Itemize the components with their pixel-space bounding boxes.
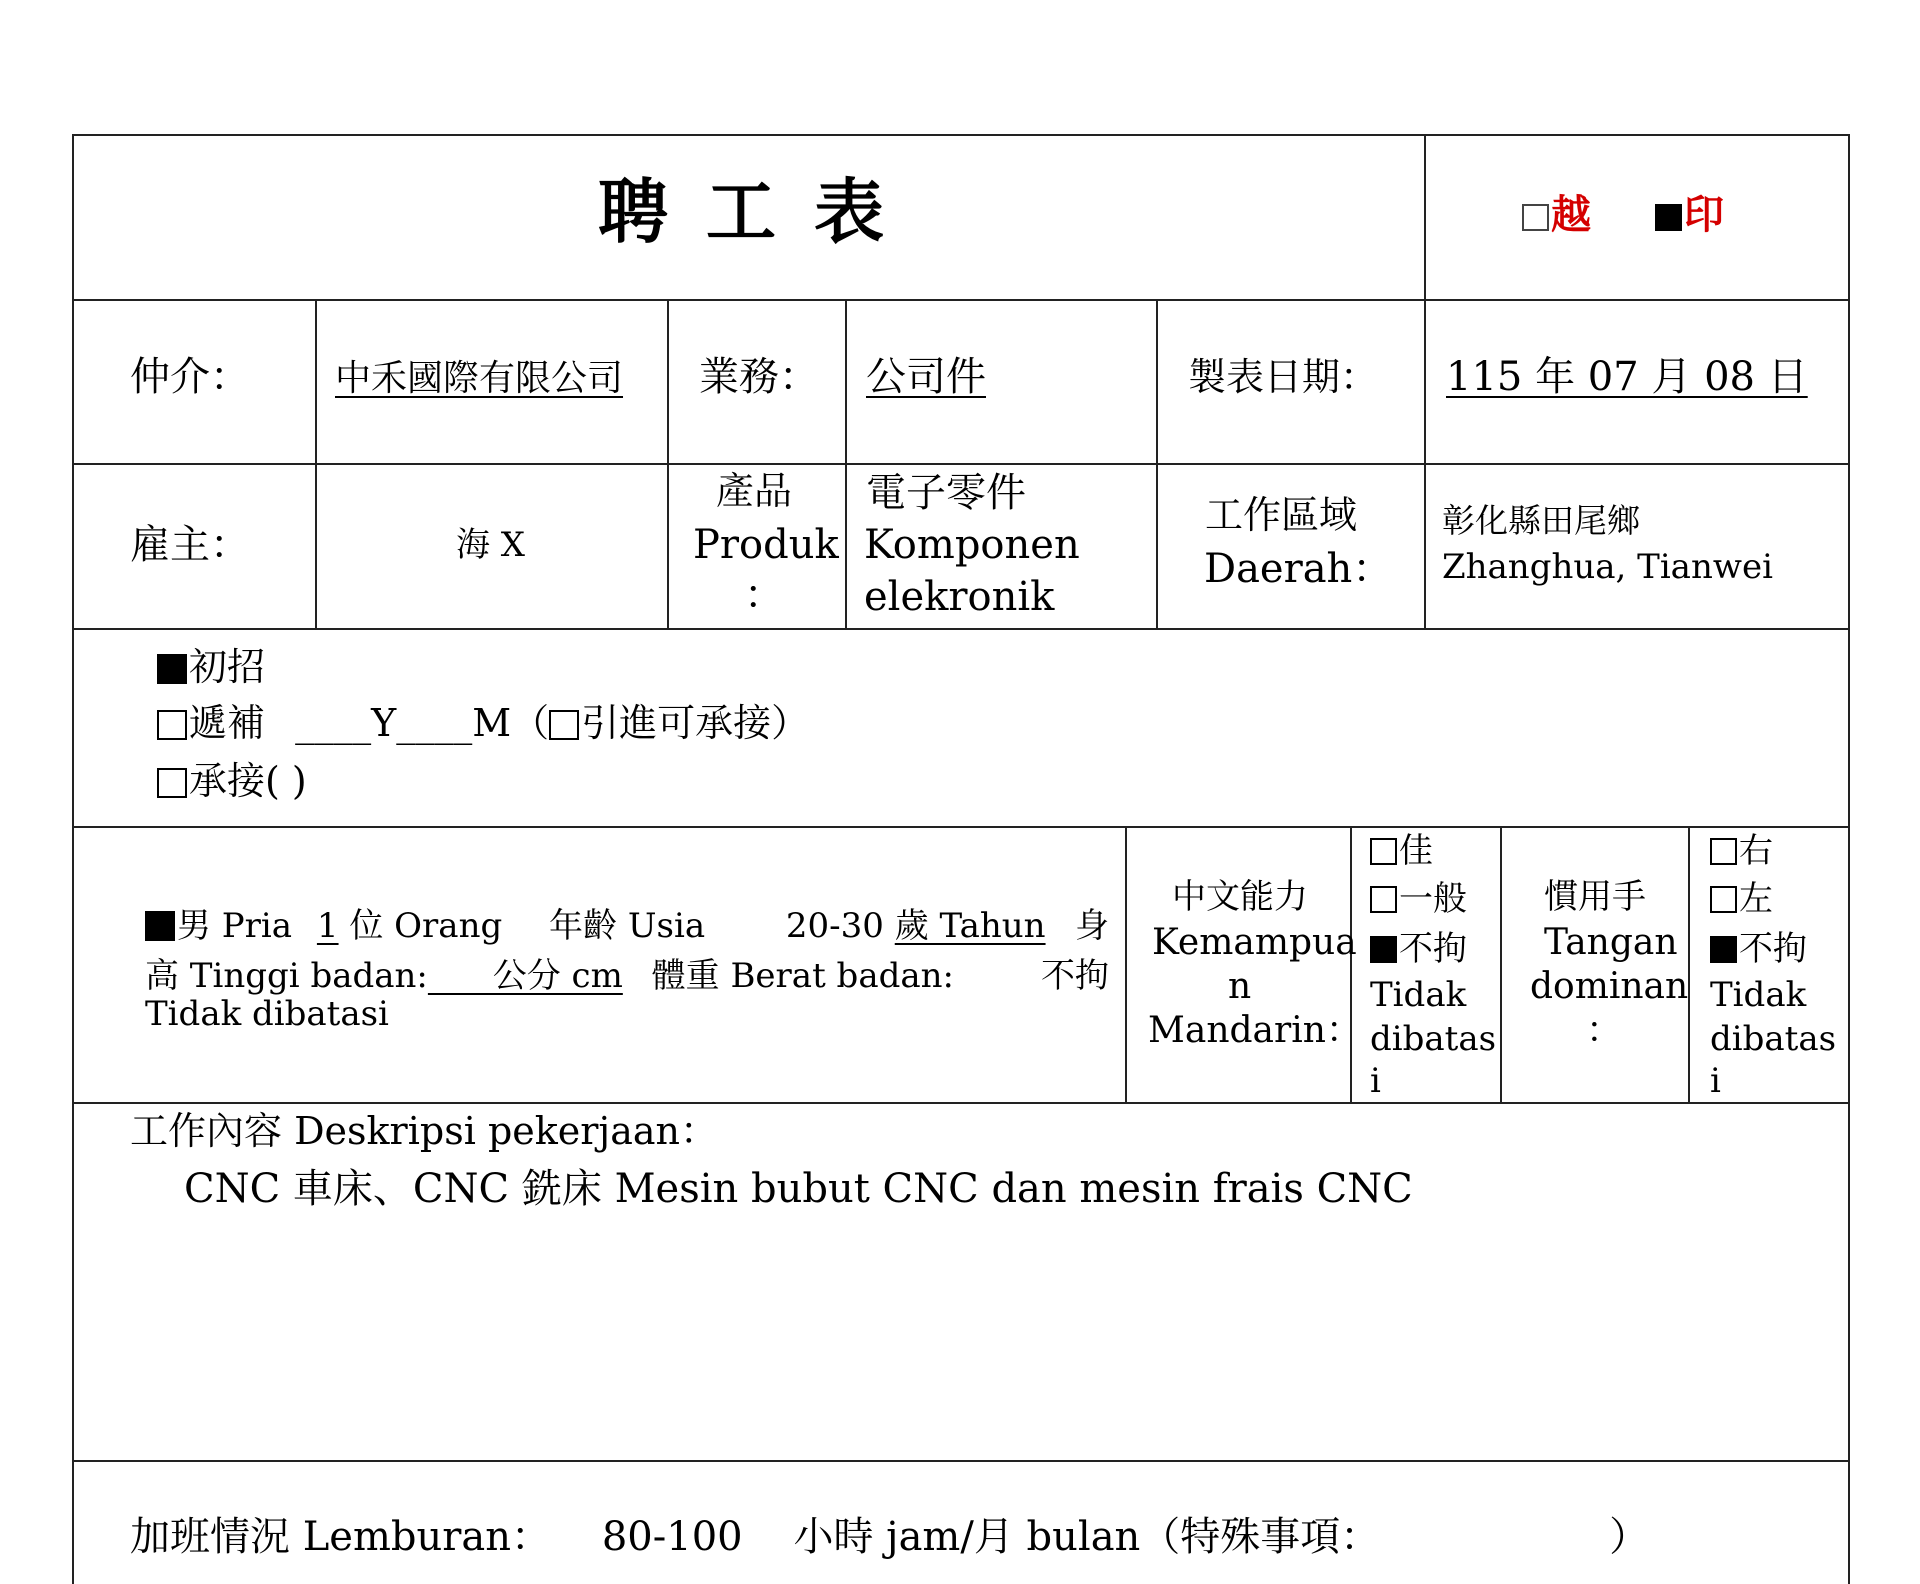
hand-label-id-3: ： xyxy=(1586,1010,1623,1051)
requirements-line-1 xyxy=(145,898,1109,947)
mandarin-good-checkbox[interactable] xyxy=(1370,838,1397,865)
vietnam-checkbox[interactable] xyxy=(1522,204,1549,231)
hand-label-id-2: dominan xyxy=(1530,966,1689,1007)
hand-right-checkbox[interactable] xyxy=(1710,838,1737,865)
col-divider xyxy=(1500,826,1502,1102)
overtime-line: 加班情況 Lemburan： 80-100 小時 jam/月 bulan（特殊事項： ） xyxy=(130,1514,1650,1560)
area-label-id: Daerah： xyxy=(1204,546,1393,592)
weight-value: 不拘 xyxy=(1041,956,1109,996)
form-table xyxy=(72,134,1850,1584)
mandarin-good-option[interactable]: 佳 xyxy=(1370,832,1433,871)
height-label-part1: 身 xyxy=(1075,906,1109,946)
agency-value: 中禾國際有限公司 xyxy=(335,358,624,399)
age-value: 20-30 xyxy=(785,906,884,946)
col-divider xyxy=(1350,826,1352,1102)
requirements-line-2 xyxy=(145,948,1109,997)
mandarin-label-id-2: n xyxy=(1228,966,1252,1007)
mandarin-nolimit-id-3: i xyxy=(1370,1061,1381,1101)
area-value-zh: 彰化縣田尾鄉 xyxy=(1442,501,1640,540)
replacement-checkbox[interactable] xyxy=(157,710,187,740)
hand-nolimit-id-2: dibatas xyxy=(1710,1019,1837,1059)
mandarin-label-zh: 中文能力 xyxy=(1172,877,1308,917)
age-label: 年齡 Usia xyxy=(549,906,706,946)
mandarin-nolimit-checkbox[interactable] xyxy=(1370,936,1397,963)
hand-label-zh: 慣用手 xyxy=(1544,877,1646,917)
product-label-zh: 產品 xyxy=(716,469,793,513)
col-divider xyxy=(1424,134,1426,628)
col-divider xyxy=(315,299,317,628)
mandarin-nolimit-id-2: dibatas xyxy=(1370,1019,1497,1059)
hand-nolimit-option[interactable]: 不拘 xyxy=(1710,930,1807,969)
product-value-id-1: Komponen xyxy=(864,522,1080,568)
col-divider xyxy=(845,299,847,628)
business-value: 公司件 xyxy=(866,354,986,400)
row-divider xyxy=(72,1460,1850,1462)
col-divider xyxy=(1125,826,1127,1102)
row-divider xyxy=(72,826,1850,828)
requirements-line-3: Tidak dibatasi xyxy=(145,994,389,1034)
job-description-label: 工作內容 Deskripsi pekerjaan： xyxy=(130,1109,718,1153)
employer-value: 海 X xyxy=(456,525,526,565)
row-divider xyxy=(72,463,1850,465)
date-value: 115 年 07 月 08 日 xyxy=(1446,354,1808,400)
gender-label: 男 Pria xyxy=(177,906,293,946)
transfer-ok-checkbox[interactable] xyxy=(549,710,579,740)
transfer-ok-label: 引進可承接） xyxy=(581,701,810,745)
col-divider xyxy=(1688,826,1690,1102)
height-value: 公分 cm xyxy=(427,956,623,996)
col-divider xyxy=(667,299,669,628)
replacement-option[interactable]: 遞補 ____Y____M（ 引進可承接） xyxy=(157,702,809,746)
row-divider xyxy=(72,628,1850,630)
agency-label: 仲介： xyxy=(130,354,250,400)
mandarin-average-checkbox[interactable] xyxy=(1370,886,1397,913)
mandarin-label-id-3: Mandarin： xyxy=(1148,1010,1362,1051)
product-value-zh: 電子零件 xyxy=(866,470,1026,516)
age-unit: 歲 Tahun xyxy=(894,906,1046,946)
initial-recruit-checkbox[interactable] xyxy=(157,654,187,684)
row-divider xyxy=(72,299,1850,301)
takeover-option[interactable]: 承接( ) xyxy=(157,760,307,804)
product-label-id: Produk xyxy=(693,522,839,568)
product-label-colon: ： xyxy=(744,572,784,618)
mandarin-nolimit-option[interactable]: 不拘 xyxy=(1370,930,1467,969)
area-label-zh: 工作區域 xyxy=(1205,493,1358,537)
mandarin-nolimit-id-1: Tidak xyxy=(1370,975,1467,1015)
initial-recruit-option[interactable]: 初招 xyxy=(157,646,265,690)
hand-left-checkbox[interactable] xyxy=(1710,886,1737,913)
row-divider xyxy=(72,1102,1850,1104)
hand-nolimit-id-3: i xyxy=(1710,1061,1721,1101)
col-divider xyxy=(1156,299,1158,628)
hand-right-option[interactable]: 右 xyxy=(1710,832,1773,871)
date-label: 製表日期： xyxy=(1188,355,1379,399)
hand-label-id-1: Tangan xyxy=(1544,922,1678,963)
mandarin-average-option[interactable]: 一般 xyxy=(1370,880,1467,919)
male-checkbox[interactable] xyxy=(145,911,175,941)
takeover-checkbox[interactable] xyxy=(157,768,187,798)
job-description-content: CNC 車床、CNC 銑床 Mesin bubut CNC dan mesin frais CNC xyxy=(184,1166,1413,1212)
indonesia-checkbox[interactable] xyxy=(1655,204,1682,231)
worker-count: 1 xyxy=(316,906,339,946)
height-label: 高 Tinggi badan: xyxy=(145,956,428,996)
replacement-period: ____Y____M（ xyxy=(295,701,550,745)
business-label: 業務： xyxy=(699,354,819,400)
hand-nolimit-id-1: Tidak xyxy=(1710,975,1807,1015)
count-unit: 位 Orang xyxy=(349,906,503,946)
indonesia-option[interactable]: 印 xyxy=(1655,192,1724,238)
area-value-en: Zhanghua, Tianwei xyxy=(1442,547,1773,587)
mandarin-label-id-1: Kemampua xyxy=(1152,922,1357,963)
page-title: 聘工表 xyxy=(598,170,922,253)
employer-label: 雇主： xyxy=(130,522,250,568)
product-value-id-2: elekronik xyxy=(864,574,1055,620)
weight-label: 體重 Berat badan: xyxy=(651,956,954,996)
hand-nolimit-checkbox[interactable] xyxy=(1710,936,1737,963)
vietnam-option[interactable]: 越 xyxy=(1522,192,1591,238)
hand-left-option[interactable]: 左 xyxy=(1710,880,1773,919)
